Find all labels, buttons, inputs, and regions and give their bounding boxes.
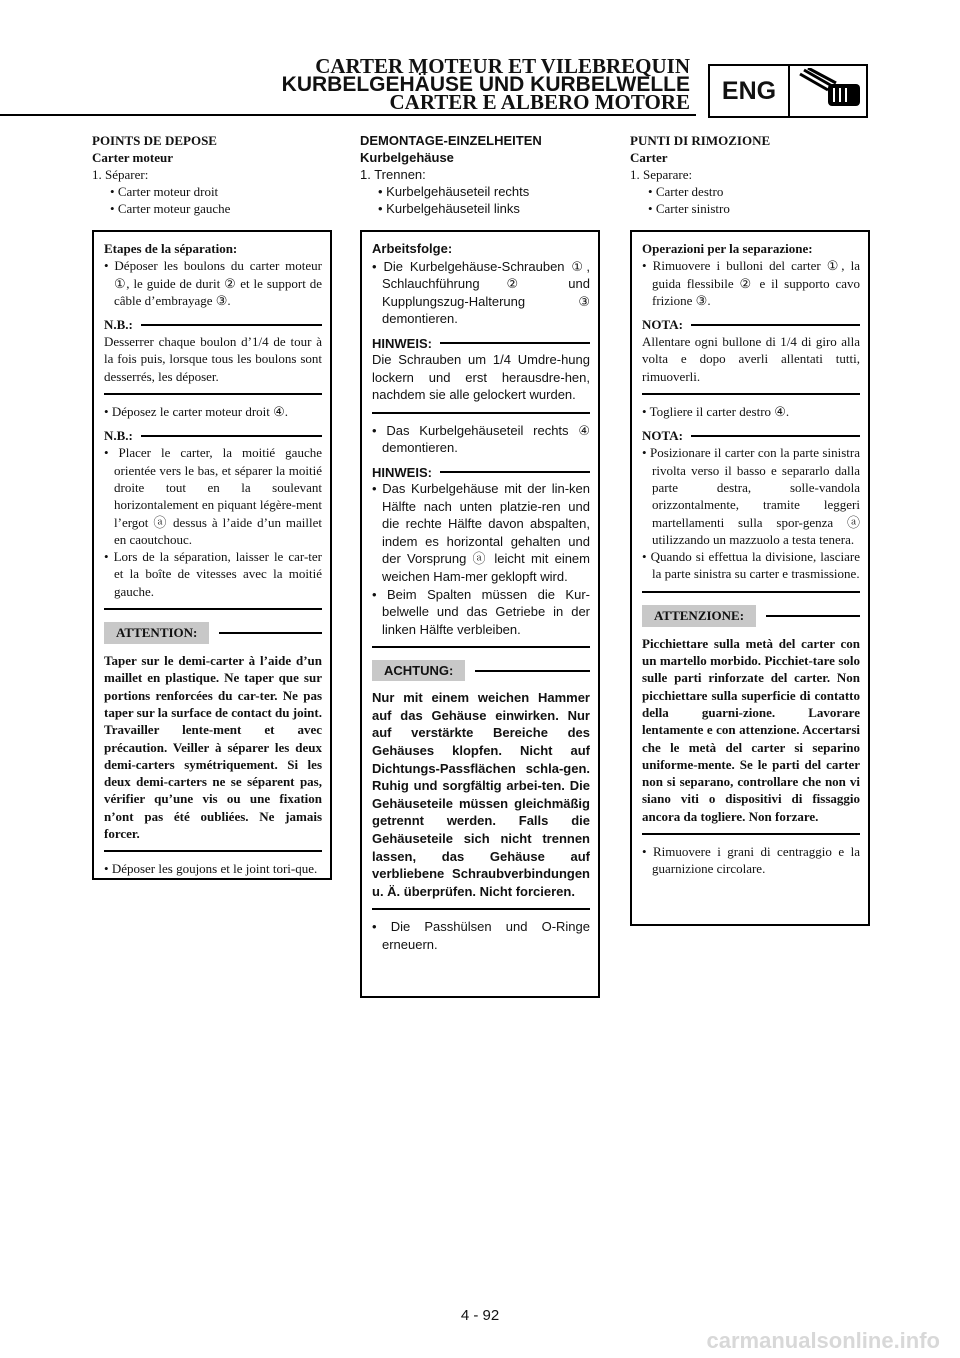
heading-it: PUNTI DI RIMOZIONE (630, 133, 771, 148)
note-header: NOTA: (642, 317, 860, 333)
procedure-box-it (630, 230, 870, 926)
divider (372, 908, 590, 910)
note-text: Die Schrauben um 1/4 Umdre-hung lockern und erst herausdre-hen, nachdem sie alle gelockert wurden. (372, 351, 590, 403)
column-it (630, 132, 870, 217)
subheading-it: Carter (630, 150, 668, 165)
list-item: • Déposer les boulons du carter moteur ①, le guide de durit ② et le support de câble d’embrayage ③. (104, 258, 322, 308)
list-item: • Carter moteur gauche (110, 201, 231, 216)
subheading-de: Kurbelgehäuse (360, 150, 454, 165)
note-header: N.B.: (104, 428, 322, 444)
note-header: HINWEIS: (372, 465, 590, 480)
title-fr: CARTER MOTEUR ET VILEBREQUIN (315, 54, 690, 78)
caution-header: ACHTUNG: (372, 660, 590, 681)
watermark: carmanualsonline.info (706, 1328, 940, 1353)
list-item: • Das Kurbelgehäuseteil rechts ④ demontieren. (372, 422, 590, 456)
step-it: 1. Separare: (630, 167, 693, 182)
note-header: NOTA: (642, 428, 860, 444)
caution-header: ATTENZIONE: (642, 605, 860, 627)
list-item: • Kurbelgehäuseteil links (378, 201, 520, 216)
divider (104, 393, 322, 395)
eng-label: ENG (710, 66, 790, 116)
list-item: • Déposez le carter moteur droit ④. (104, 404, 289, 420)
procedure-box-de (360, 230, 600, 998)
divider (104, 608, 322, 610)
procedure-box-fr (92, 230, 332, 880)
step-fr: 1. Séparer: (92, 167, 149, 182)
list-item: • Carter sinistro (648, 201, 730, 216)
list-item: • Das Kurbelgehäuse mit der lin-ken Hälfte nach unten platzie-ren und die rechte Hälfte davon abspalten, indem es horizontal gehalten und der Vorsprung ⓐ leicht mit einem weichen Ham-mer geklopft wird. (372, 480, 590, 584)
title-it: CARTER E ALBERO MOTORE (389, 90, 690, 114)
list-item: • Carter destro (648, 184, 724, 199)
note-header: HINWEIS: (372, 336, 590, 351)
caution-text: Picchiettare sulla metà del carter con un martello morbido. Picchiet-tare solo sulle parti rinforzate del carter. Non picchiettare sulla superficie di contatto della guarni-zione. Lavorare lentamente e con attenzione. Accertarsi che le metà del carter si separino uniforme-mente. Se le parti del carter non si separano, controllare che non vi siano viti o dispositivi di fissaggio ancora da togliere. Non forzare. (642, 635, 860, 824)
subheading-fr: Carter moteur (92, 150, 173, 165)
section-tab (708, 64, 868, 118)
list-item: • Rimuovere i grani di centraggio e la guarnizione circolare. (642, 844, 860, 877)
divider (642, 393, 860, 395)
divider (642, 591, 860, 593)
title-de: KURBELGEHÄUSE UND KURBELWELLE (281, 73, 690, 96)
note-text: Allentare ogni bullone di 1/4 di giro alla volta e dopo averli allentati tutti, rimuoverli. (642, 334, 860, 384)
list-item: • Beim Spalten müssen die Kur-belwelle und das Getriebe in der linken Hälfte verbleiben. (372, 586, 590, 637)
divider (104, 850, 322, 852)
box-title: Etapes de la séparation: (104, 241, 238, 256)
list-item: • Placer le carter, la moitié gauche orientée vers le bas, et séparer la moitié droite tout en la soulevant horizontalement en piquant légère-ment l’ergot ⓐ dessus à l’aide d’un maillet en caoutchouc. (104, 445, 322, 547)
divider (372, 646, 590, 648)
engine-tool-icon (792, 68, 866, 114)
note-text: Desserrer chaque boulon d’1/4 de tour à la fois puis, lorsque tous les boulons sont desserrés, les déposer. (104, 334, 322, 384)
list-item: • Rimuovere i bulloni del carter ①, la guida flessibile ② e il supporto cavo frizione ③. (642, 258, 860, 308)
column-de (360, 132, 600, 217)
list-item: • Lors de la séparation, laisser le car-ter et la boîte de vitesses avec la moitié gauche. (104, 549, 322, 599)
caution-header: ATTENTION: (104, 622, 322, 644)
header-rule (0, 114, 696, 116)
caution-text: Taper sur le demi-carter à l’aide d’un maillet en plastique. Ne taper que sur portions renforcées du car-ter. Ne pas taper sur la surface de contact du joint. Travailler lente-ment et avec précaution. Veiller à séparer les deux demi-carters symétriquement. Si les deux demi-carters ne se séparent pas, vérifier qu’une vis ou une fixation n’ont pas été oubliées. Ne jamais forcer. (104, 653, 322, 842)
divider (372, 412, 590, 414)
step-de: 1. Trennen: (360, 167, 426, 182)
caution-text: Nur mit einem weichen Hammer auf das Gehäuse einwirken. Nur auf verstärkte Bereiche des Gehäuses klopfen. Nicht auf Dichtungs-Passflächen schla-gen. Ruhig und sorgfältig arbei-ten. Die Gehäuseteile müssen gleichmäßig getrennt werden. Falls die Gehäuseteile sich nicht trennen lassen, das Gehäuse auf verbliebene Schraubverbindungen u. Ä. überprüfen. Nicht forcieren. (372, 690, 590, 899)
note-header: N.B.: (104, 317, 322, 333)
list-item: • Posizionare il carter con la parte sinistra rivolta verso il basso e separarlo dalla parte destra, solle-vandola orizzontalmente, tramite leggeri martellamenti sulla spor-genza ⓐ utilizzando un mazzuolo a testa tenera. (642, 445, 860, 547)
page-number: 4 - 92 (460, 1307, 500, 1324)
heading-de: DEMONTAGE-EINZELHEITEN (360, 133, 542, 148)
list-item: • Die Passhülsen und O-Ringe erneuern. (372, 919, 590, 952)
box-title: Arbeitsfolge: (372, 241, 453, 256)
list-item: • Déposer les goujons et le joint tori-que. (104, 861, 318, 877)
list-item: • Carter moteur droit (110, 184, 219, 199)
box-title: Operazioni per la separazione: (642, 241, 813, 256)
heading-fr: POINTS DE DEPOSE (92, 133, 217, 148)
divider (642, 833, 860, 835)
list-item: • Quando si effettua la divisione, lasciare la parte sinistra su carter e trasmissione. (642, 549, 860, 582)
column-fr (92, 132, 332, 217)
list-item: • Togliere il carter destro ④. (642, 404, 790, 420)
list-item: • Die Kurbelgehäuse-Schrauben ①, Schlauchführung ② und Kupplungszug-Halterung ③ demontieren. (372, 258, 590, 327)
list-item: • Kurbelgehäuseteil rechts (378, 184, 530, 199)
